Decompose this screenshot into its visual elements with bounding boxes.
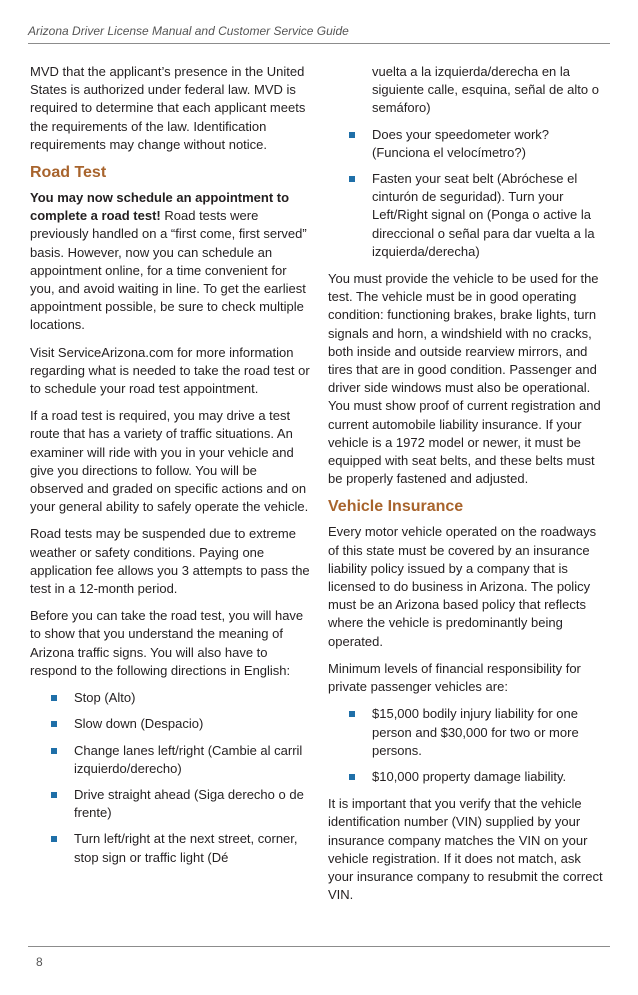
square-bullet-icon — [51, 836, 57, 842]
square-bullet-icon — [349, 711, 355, 717]
list-item: Stop (Alto) — [30, 689, 310, 707]
more-directions-list — [328, 126, 608, 261]
running-head: Arizona Driver License Manual and Customer Service Guide — [28, 24, 349, 38]
list-item: $10,000 property damage liability. — [328, 768, 608, 786]
signs-paragraph: Before you can take the road test, you will have to show that you understand the meaning of Arizona traffic signs. You will also have to respond to the following directions in English: — [30, 608, 304, 678]
road-test-heading: Road Test — [30, 164, 107, 182]
road-test-paragraph — [30, 189, 310, 335]
road-test-lead: You may now schedule an appointment to complete a road test! — [30, 190, 290, 224]
list-item: Fasten your seat belt (Abróchese el cinturón de seguridad). Turn your Left/Right signal on (Ponga o active la direccional o señal para dar vuelta a la izquierda/derecha) — [328, 170, 608, 261]
right-column — [328, 63, 608, 913]
square-bullet-icon — [51, 748, 57, 754]
list-item: Turn left/right at the next street, corner, stop sign or traffic light (Dé — [30, 830, 310, 866]
list-item: Does your speedometer work? (Funciona el velocímetro?) — [328, 126, 608, 162]
square-bullet-icon — [51, 695, 57, 701]
square-bullet-icon — [51, 721, 57, 727]
square-bullet-icon — [51, 792, 57, 798]
insurance-paragraph: Every motor vehicle operated on the roadways of this state must be covered by an insurance liability policy issued by a company that is licensed to do business in Arizona. The policy must be an Arizona based policy that reflects where the vehicle is predominantly being operated. — [328, 524, 597, 649]
left-column — [30, 63, 310, 876]
page-number: 8 — [36, 955, 43, 969]
list-item: Drive straight ahead (Siga derecho o de frente) — [30, 786, 310, 822]
list-item: $15,000 bodily injury liability for one person and $30,000 for two or more persons. — [328, 705, 608, 760]
minimums-list — [328, 705, 608, 786]
road-test-body: Road tests were previously handled on a “first come, first served” basis. However, now you can schedule an appointment online, for a time convenient for you, and avoid waiting in line. To get the earliest appointment possible, be sure to check multiple locations. — [30, 208, 307, 333]
suspended-paragraph: Road tests may be suspended due to extreme weather or safety conditions. Paying one application fee allows you 3 attempts to pass the test in a 12-month period. — [30, 526, 310, 597]
header-rule — [28, 43, 610, 44]
square-bullet-icon — [349, 132, 355, 138]
vehicle-insurance-heading: Vehicle Insurance — [328, 498, 464, 516]
directions-list — [30, 689, 310, 867]
vehicle-paragraph: You must provide the vehicle to be used for the test. The vehicle must be in good operating condition: functioning brakes, brake lights, turn signals and horn, a windshield with no cracks, both inside and outside rearview mirrors, and tires that are in good condition. Passenger and driver side windows must also be operational. You must show proof of current registration and current automobile liability insurance. If your vehicle is a 1972 model or newer, it must be equipped with seat belts, and these belts must be properly fastened and adjusted. — [328, 271, 601, 487]
square-bullet-icon — [349, 176, 355, 182]
list-item: Slow down (Despacio) — [30, 715, 310, 733]
square-bullet-icon — [349, 774, 355, 780]
list-item: Change lanes left/right (Cambie al carril izquierdo/derecho) — [30, 742, 310, 778]
route-paragraph: If a road test is required, you may drive a test route that has a variety of traffic situations. An examiner will ride with you in your vehicle and give you directions to follow. You will be observed and graded on specific actions and on your general ability to safely operate the vehicle. — [30, 408, 309, 515]
intro-paragraph: MVD that the applicant’s presence in the United States is authorized under federal law. MVD is required to determine that each applicant meets the requirements of the law. Identification requirements may change without notice. — [30, 64, 306, 152]
visit-paragraph: Visit ServiceArizona.com for more information regarding what is needed to take the road test or to schedule your road test appointment. — [30, 344, 310, 397]
minimum-paragraph: Minimum levels of financial responsibility for private passenger vehicles are: — [328, 660, 581, 695]
directions-continued: vuelta a la izquierda/derecha en la siguiente calle, esquina, señal de alto o semáforo) — [372, 64, 599, 116]
footer-rule — [28, 946, 610, 947]
vin-paragraph: It is important that you verify that the vehicle identification number (VIN) supplied by your insurance company matches the VIN on your vehicle registration. If it does not match, ask your insurance company to resubmit the correct VIN. — [328, 796, 603, 903]
